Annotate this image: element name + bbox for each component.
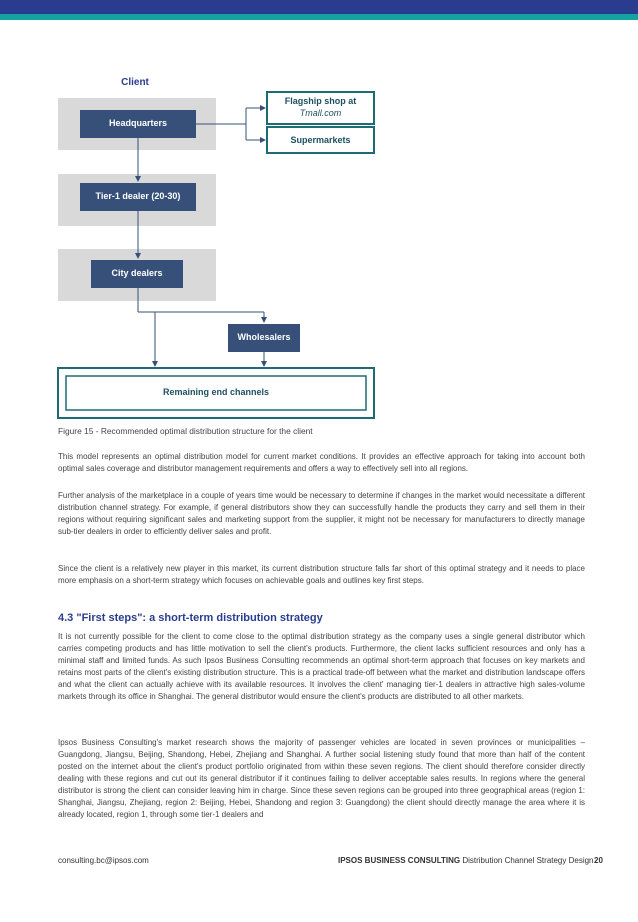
footer-email: consulting.bc@ipsos.com	[58, 856, 149, 865]
wholesalers-label: Wholesalers	[237, 332, 291, 342]
flagship-label-line1: Flagship shop at	[284, 96, 357, 106]
page-number: 20	[594, 856, 603, 865]
city-dealers-label: City dealers	[111, 268, 163, 278]
tier1-label: Tier-1 dealer (20-30)	[95, 191, 181, 201]
distribution-diagram	[0, 0, 638, 425]
section-heading: 4.3 "First steps": a short-term distribution strategy	[58, 612, 323, 624]
diagram-shapes	[0, 0, 638, 425]
headquarters-label: Headquarters	[108, 118, 168, 128]
client-label: Client	[121, 77, 149, 88]
footer-brand: IPSOS BUSINESS CONSULTING	[338, 856, 461, 865]
figure-caption: Figure 15 - Recommended optimal distribution structure for the client	[58, 426, 313, 436]
paragraph-4: It is not currently possible for the client to come close to the optimal distribution strategy as the company uses a single general distributor which carries competing products and has little motivation to sell the client's products. Furthermore, the client lacks sufficient resources and only has a minimal staff and limited funds. As such Ipsos Business Consulting recommends an optimal short-term approach that focuses on key markets and retains most parts of the client's existing distribution structure. This is a practical trade-off between what the market and distribution landscape offers and what the client can actually achieve with its available resources. It involves the client' managing tier-1 dealers in attractive high sales-volume markets through its office in Shanghai. The general distributor would ensure the client's products are distributed to all other markets.	[58, 632, 585, 701]
paragraph-5: Ipsos Business Consulting's market research shows the majority of passenger vehicles are located in seven provinces or municipalities – Guangdong, Jiangsu, Beijing, Shandong, Hebei, Zhejiang and Shanghai. A further social listening study found that more than half of the content posted on the internet about the client's product portfolio originated from within these seven regions. The client should therefore consider directly dealing with these regions and cut out its general distributor if it continues failing to deliver acceptable sales results. In regions where the general distributor is strong the client can consider leaving him in charge. Since these seven regions can be grouped into three geographical areas (region 1: Shanghai, Jiangsu, Zhejiang, region 2: Beijing, Hebei, Shandong and region 3: Guangdong) the client should directly manage the area where it is already located, region 1, through some tier-1 dealers and	[58, 738, 585, 819]
flagship-label-line2: Tmall.com	[299, 108, 342, 118]
paragraph-1: This model represents an optimal distribution model for current market conditions. It provides an effective approach for taking into account both optimal sales coverage and distributor management requirements and offers a way to effectively sell into all regions.	[58, 452, 585, 473]
remaining-channels-label: Remaining end channels	[162, 387, 270, 397]
footer-title	[338, 856, 594, 865]
paragraph-3: Since the client is a relatively new player in this market, its current distribution structure falls far short of this optimal strategy and it needs to place more emphasis on a short-term strategy which focuses on achievable goals and outlines key first steps.	[58, 564, 585, 585]
footer-doc-title: Distribution Channel Strategy Design	[462, 856, 594, 865]
supermarkets-label: Supermarkets	[290, 135, 351, 145]
paragraph-2: Further analysis of the marketplace in a couple of years time would be necessary to determine if changes in the market would necessitate a different distribution channel strategy. For example, if general distributors show they can successfully handle the products they carry and sell them in their regions without requiring significant sales and marketing support from the supplier, it might not be necessary for manufacturers to directly manage sub-tier dealers in order to efficiently deliver sales and profit.	[58, 491, 585, 536]
